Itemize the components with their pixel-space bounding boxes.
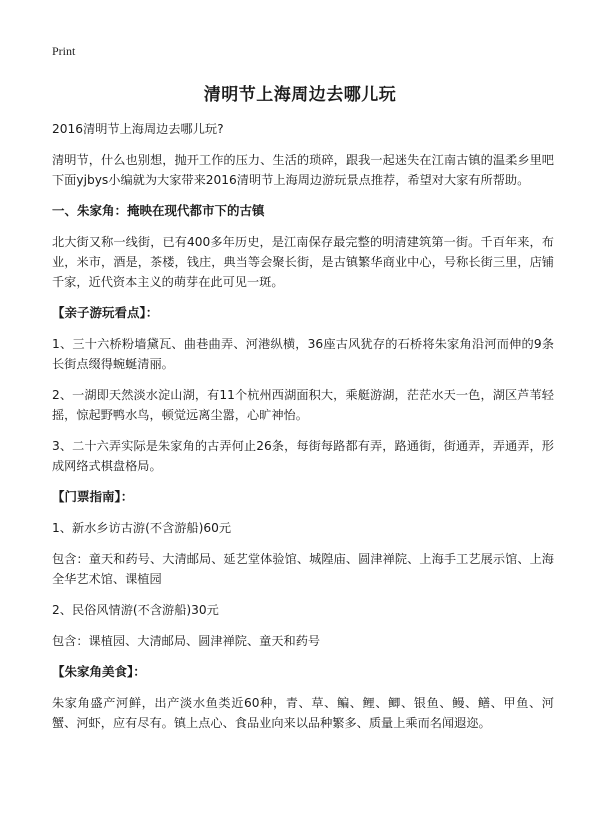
family-highlight-item: 3、二十六弄实际是朱家角的古弄何止26条，每街每路都有弄，路通街，街通弄，弄通弄，形成网络式棋盘格局。 <box>52 439 554 473</box>
food-paragraph: 朱家角盛产河鲜，出产淡水鱼类近60种，青、草、鳊、鲤、鲫、银鱼、鳗、鳝、甲鱼、河蟹、河虾，应有尽有。镇上点心、食品业向来以品种繁多、质量上乘而名闻遐迩。 <box>52 696 554 730</box>
section-paragraph-north-street: 北大街又称一线街，已有400多年历史，是江南保存最完整的明清建筑第一街。千百年来，布业，米市，酒是，茶楼，钱庄，典当等会聚长街，是古镇繁华商业中心，号称长街三里，店铺千家，近代资本主义的萌芽在此可见一斑。 <box>52 235 554 289</box>
intro-paragraph: 清明节，什么也别想，抛开工作的压力、生活的琐碎，跟我一起迷失在江南古镇的温柔乡里吧下面yjbys小编就为大家带来2016清明节上海周边游玩景点推荐，希望对大家有所帮助。 <box>52 153 554 187</box>
page-title: 清明节上海周边去哪儿玩 <box>203 85 397 105</box>
family-highlight-item: 2、一湖即天然淡水淀山湖，有11个杭州西湖面积大，乘艇游湖，茫茫水天一色，湖区芦苇轻摇，惊起野鸭水鸟，顿觉远离尘嚣，心旷神怡。 <box>52 388 554 422</box>
ticket-option-2: 2、民俗风情游(不含游船)30元 <box>52 603 219 617</box>
family-highlight-item: 1、三十六桥粉墙黛瓦、曲巷曲弄、河港纵横，36座古风犹存的石桥将朱家角沿河而伸的9条长街点缀得蜿蜒清丽。 <box>52 337 554 371</box>
print-link[interactable]: Print <box>52 44 76 58</box>
ticket-option-2-includes: 包含：课植园、大清邮局、圆津禅院、童天和药号 <box>52 634 321 648</box>
section-heading-zhujiajiao: 一、朱家角：掩映在现代都市下的古镇 <box>52 203 265 218</box>
article-subtitle: 2016清明节上海周边去哪儿玩? <box>52 122 224 136</box>
article-body <box>52 119 554 744</box>
ticket-guide-heading: 【门票指南】： <box>52 489 134 504</box>
family-highlights-heading: 【亲子游玩看点】： <box>52 305 159 320</box>
food-heading: 【朱家角美食】： <box>52 664 146 679</box>
ticket-option-1: 1、新水乡访古游(不含游船)60元 <box>52 521 232 535</box>
ticket-option-1-includes: 包含：童天和药号、大清邮局、延艺堂体验馆、城隍庙、圆津禅院、上海手工艺展示馆、上海全华艺术馆、课植园 <box>52 552 554 586</box>
